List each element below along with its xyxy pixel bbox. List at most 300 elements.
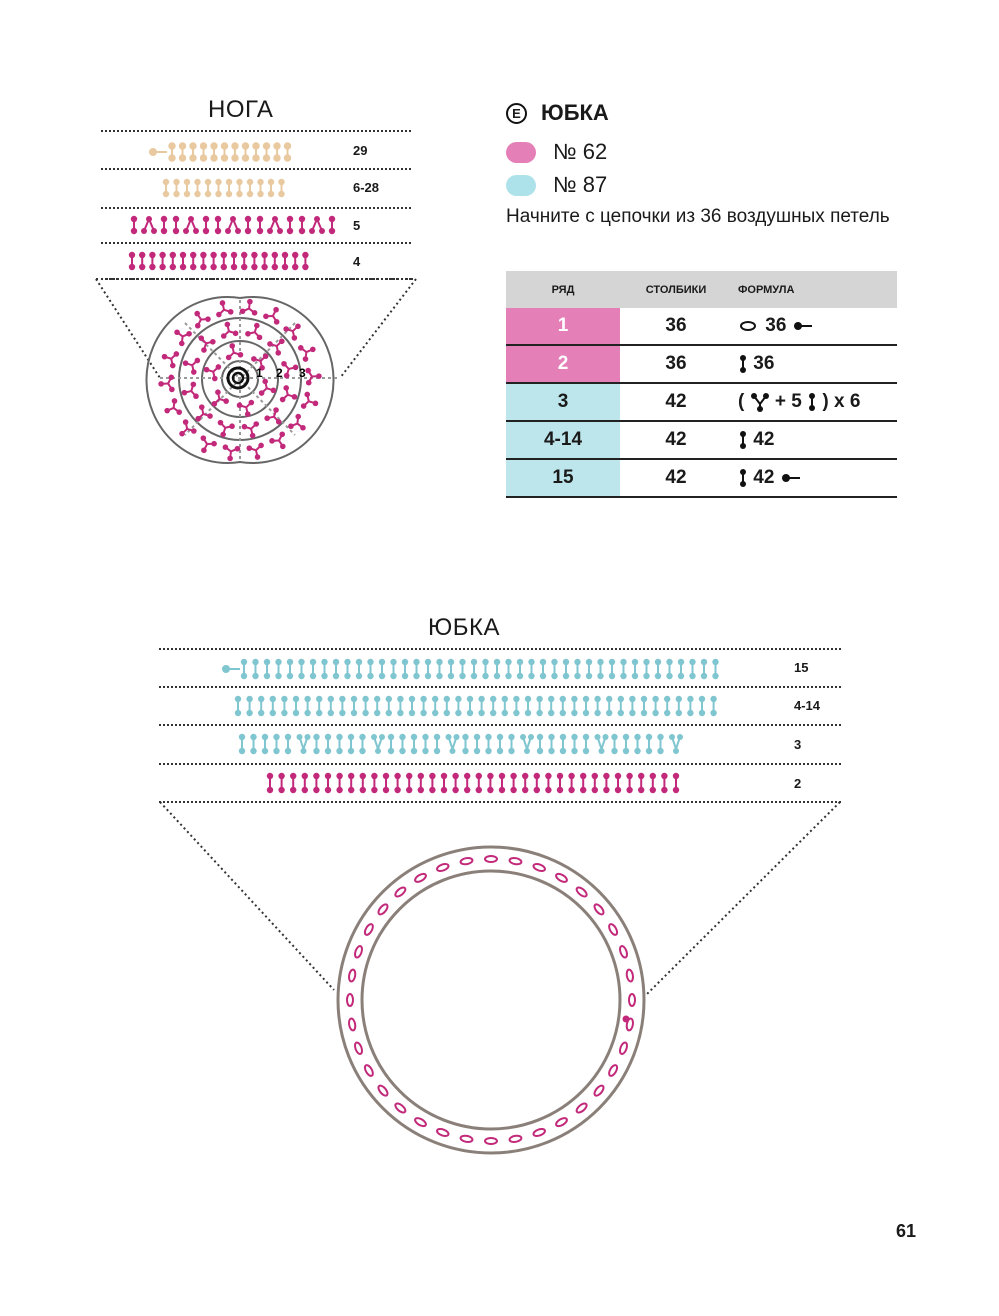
stitch-mark xyxy=(583,696,589,702)
stitch-mark xyxy=(359,734,365,740)
stitch-mark xyxy=(678,659,684,665)
col-header-stitches: СТОЛБИКИ xyxy=(620,271,732,308)
stitch-mark xyxy=(434,734,440,740)
stitch-mark xyxy=(557,773,563,779)
stitch-mark xyxy=(304,696,310,702)
ring-label: 2 xyxy=(276,366,283,380)
foundation-ring-inner xyxy=(362,871,620,1129)
fan-line xyxy=(160,802,334,990)
row-number: 15 xyxy=(506,459,620,497)
stitch-mark xyxy=(316,696,322,702)
chain-stitch-mark xyxy=(485,856,497,862)
stitch-mark xyxy=(397,696,403,702)
stitch-mark xyxy=(313,734,319,740)
chain-stitch-mark xyxy=(608,923,619,936)
chain-stitch-mark xyxy=(626,1018,634,1031)
stitch-mark xyxy=(367,659,373,665)
stitch-mark xyxy=(592,773,598,779)
stitch-mark xyxy=(618,696,624,702)
stitch-mark xyxy=(673,773,679,779)
stitch-mark xyxy=(508,734,514,740)
spiral-stitch-mark xyxy=(259,379,276,396)
stitch-count: 42 xyxy=(620,459,732,497)
stitch-mark xyxy=(388,734,394,740)
stitch-mark xyxy=(520,734,526,740)
stitch-mark xyxy=(383,773,389,779)
chain-stitch-mark xyxy=(354,1042,364,1055)
spiral-stitch-mark xyxy=(298,345,316,362)
stitch-mark xyxy=(474,734,480,740)
stitch-mark xyxy=(235,696,241,702)
chain-stitch-icon xyxy=(738,319,760,333)
chain-stitch-mark xyxy=(533,863,546,873)
slip-stitch-icon xyxy=(623,1016,630,1023)
formula xyxy=(732,459,897,497)
spiral-stitch-mark xyxy=(269,431,285,449)
row-number: 2 xyxy=(506,345,620,383)
stitch-mark xyxy=(571,696,577,702)
stitch-mark xyxy=(418,773,424,779)
spiral-stitch-mark xyxy=(201,435,217,453)
stitch-mark xyxy=(298,659,304,665)
stitch-mark xyxy=(710,696,716,702)
stitch-mark xyxy=(580,773,586,779)
stitch-mark xyxy=(586,659,592,665)
stitch-mark xyxy=(497,734,503,740)
stitch-mark xyxy=(293,696,299,702)
stitch-mark xyxy=(606,696,612,702)
stitch-mark xyxy=(273,734,279,740)
ring-label: 3 xyxy=(299,366,306,380)
stitch-mark xyxy=(568,773,574,779)
yarn-label: № 62 xyxy=(553,139,608,164)
stitch-mark xyxy=(661,773,667,779)
spiral-stitch-mark xyxy=(288,414,306,431)
stitch-mark xyxy=(310,659,316,665)
stitch-mark xyxy=(422,734,428,740)
stitch-mark xyxy=(471,659,477,665)
stitch-mark xyxy=(517,659,523,665)
stitch-mark xyxy=(528,659,534,665)
stitch-mark xyxy=(534,773,540,779)
fan-line xyxy=(646,802,840,995)
stitch-mark xyxy=(629,696,635,702)
stitch-mark xyxy=(267,773,273,779)
single-crochet-icon xyxy=(738,354,748,374)
stitch-mark xyxy=(441,773,447,779)
stitch-mark xyxy=(611,734,617,740)
stitch-mark xyxy=(425,659,431,665)
fan-line xyxy=(96,279,160,378)
chain-stitches xyxy=(347,856,635,1144)
stitch-mark xyxy=(459,659,465,665)
single-crochet-icon xyxy=(807,392,817,412)
stitch-mark xyxy=(402,659,408,665)
stitch-mark xyxy=(287,659,293,665)
stitch-mark xyxy=(348,734,354,740)
stitch-count: 36 xyxy=(620,345,732,383)
stitch-mark xyxy=(379,659,385,665)
ring-label: 1 xyxy=(256,366,263,380)
stitch-mark xyxy=(290,773,296,779)
leg-row-628-stitches xyxy=(163,179,285,197)
divider xyxy=(159,648,841,650)
stitch-mark xyxy=(652,696,658,702)
chain-stitch-mark xyxy=(414,872,427,883)
chain-stitch-mark xyxy=(509,1135,522,1143)
skirt-row-label: 15 xyxy=(794,660,809,675)
chain-stitch-mark xyxy=(460,857,473,865)
leg-row-label: 6-28 xyxy=(353,180,380,195)
stitch-mark xyxy=(669,734,675,740)
chain-stitch-mark xyxy=(555,1117,568,1128)
stitch-mark xyxy=(490,696,496,702)
stitch-mark xyxy=(643,659,649,665)
stitch-mark xyxy=(485,734,491,740)
stitch-mark xyxy=(452,773,458,779)
row-number: 3 xyxy=(506,383,620,421)
stitch-mark xyxy=(560,696,566,702)
stitch-mark xyxy=(650,773,656,779)
chain-stitch-mark xyxy=(593,1084,605,1097)
skirt-row-2-stitches xyxy=(267,773,679,793)
table-row xyxy=(506,421,897,459)
col-header-formula: ФОРМУЛА xyxy=(732,271,897,308)
formula-paren: ( xyxy=(738,391,745,412)
formula-value: 36 xyxy=(765,315,787,336)
stitch-mark xyxy=(344,659,350,665)
stitch-mark xyxy=(574,659,580,665)
leg-row-29-stitches xyxy=(150,143,291,161)
stitch-mark xyxy=(551,659,557,665)
divider xyxy=(159,724,841,726)
stitch-mark xyxy=(620,659,626,665)
spiral-stitch-mark xyxy=(216,300,233,317)
foundation-ring-outer xyxy=(338,847,644,1153)
stitch-mark xyxy=(448,659,454,665)
spiral-stitch-mark xyxy=(305,368,321,386)
stitch-mark xyxy=(411,734,417,740)
chain-stitch-mark xyxy=(619,945,629,958)
stitch-mark xyxy=(321,659,327,665)
stitch-mark xyxy=(689,659,695,665)
stitch-mark xyxy=(246,696,252,702)
stitch-mark xyxy=(478,696,484,702)
divider xyxy=(159,801,841,803)
stitch-mark xyxy=(594,696,600,702)
stitch-mark xyxy=(563,659,569,665)
chain-stitch-mark xyxy=(575,1102,588,1114)
stitch-mark xyxy=(264,659,270,665)
stitch-mark xyxy=(336,773,342,779)
stitch-count: 42 xyxy=(620,421,732,459)
stitch-mark xyxy=(297,734,303,740)
stitch-mark xyxy=(328,696,334,702)
stitch-mark xyxy=(513,696,519,702)
spiral-stitch-mark xyxy=(182,382,199,399)
stitch-mark xyxy=(510,773,516,779)
leg-row-label: 5 xyxy=(353,218,361,233)
formula-middle: + 5 xyxy=(774,391,802,412)
stitch-mark xyxy=(252,659,258,665)
chain-stitch-mark xyxy=(485,1138,497,1144)
stitch-mark xyxy=(560,734,566,740)
formula-close: ) x 6 xyxy=(822,391,861,412)
stitch-mark xyxy=(362,696,368,702)
row-number: 1 xyxy=(506,308,620,345)
leg-row-label: 29 xyxy=(353,143,368,158)
chain-stitch-mark xyxy=(377,903,389,916)
stitch-mark xyxy=(464,773,470,779)
formula xyxy=(732,421,897,459)
skirt-row-label: 4-14 xyxy=(794,698,821,713)
stitch-mark xyxy=(687,696,693,702)
stitch-mark xyxy=(641,696,647,702)
spiral-stitch-mark xyxy=(280,385,297,402)
single-crochet-icon xyxy=(738,430,748,450)
yarn-label: № 87 xyxy=(553,172,608,197)
stitch-mark xyxy=(664,696,670,702)
stitch-mark xyxy=(548,734,554,740)
chain-stitch-mark xyxy=(629,994,635,1006)
stitch-mark xyxy=(351,696,357,702)
stitch-mark xyxy=(595,734,601,740)
stitch-mark xyxy=(313,773,319,779)
stitch-mark xyxy=(325,734,331,740)
stitch-mark xyxy=(302,773,308,779)
stitch-mark xyxy=(429,773,435,779)
table-header-row xyxy=(506,271,897,308)
pattern-table xyxy=(506,271,897,498)
stitch-mark xyxy=(413,659,419,665)
skirt-section-header xyxy=(506,100,609,126)
stitch-mark xyxy=(420,696,426,702)
stitch-mark xyxy=(333,659,339,665)
stitch-mark xyxy=(278,773,284,779)
stitch-mark xyxy=(476,773,482,779)
stitch-mark xyxy=(615,773,621,779)
stitch-mark xyxy=(632,659,638,665)
formula xyxy=(732,308,897,345)
spiral-stitch-mark xyxy=(218,420,235,437)
section-letter-badge: E xyxy=(506,103,527,124)
stitch-mark xyxy=(499,773,505,779)
stitch-mark xyxy=(655,659,661,665)
chain-stitch-mark xyxy=(533,1128,546,1138)
chain-stitch-mark xyxy=(347,994,353,1006)
spiral-stitch-mark xyxy=(226,343,243,360)
divider xyxy=(159,763,841,765)
chain-stitch-mark xyxy=(354,945,364,958)
stitch-mark xyxy=(374,696,380,702)
stitch-mark xyxy=(494,659,500,665)
stitch-mark xyxy=(455,696,461,702)
spiral-stitch-mark xyxy=(301,392,318,409)
table-row xyxy=(506,459,897,497)
stitch-mark xyxy=(571,734,577,740)
stitch-mark xyxy=(603,773,609,779)
stitch-mark xyxy=(409,696,415,702)
stitch-mark xyxy=(676,696,682,702)
stitch-mark xyxy=(241,659,247,665)
stitch-mark xyxy=(626,773,632,779)
divider xyxy=(159,686,841,688)
chain-stitch-mark xyxy=(555,872,568,883)
stitch-mark xyxy=(536,696,542,702)
increase-stitch-icon xyxy=(750,392,770,412)
chain-stitch-mark xyxy=(348,1018,356,1031)
table-row xyxy=(506,345,897,383)
chain-stitch-mark xyxy=(626,969,634,982)
spiral-stitch-mark xyxy=(179,419,196,436)
yarn-swatch xyxy=(506,175,536,196)
skirt-row-3-stitches xyxy=(239,734,683,754)
formula xyxy=(732,345,897,383)
stitch-mark xyxy=(545,773,551,779)
leg-row-4-stitches xyxy=(129,252,309,270)
chain-stitch-mark xyxy=(593,903,605,916)
stitch-mark xyxy=(258,696,264,702)
spiral-stitch-mark xyxy=(281,361,298,378)
yarn-item xyxy=(506,172,607,198)
single-crochet-icon xyxy=(738,468,748,488)
chain-stitch-mark xyxy=(363,1064,374,1077)
skirt-row-414-stitches xyxy=(235,696,717,716)
table-row xyxy=(506,383,897,421)
stitch-mark xyxy=(371,773,377,779)
chain-stitch-mark xyxy=(575,886,588,898)
yarn-item xyxy=(506,139,607,165)
skirt-row-label: 3 xyxy=(794,737,802,752)
stitch-mark xyxy=(505,659,511,665)
stitch-mark xyxy=(634,734,640,740)
spiral-stitch-mark xyxy=(240,299,258,316)
slip-stitch-icon xyxy=(780,471,802,485)
stitch-mark xyxy=(394,773,400,779)
spiral-stitch-mark xyxy=(246,443,263,460)
spiral-stitch-mark xyxy=(221,322,238,339)
chain-stitch-mark xyxy=(436,863,449,873)
stitch-count: 36 xyxy=(620,308,732,345)
stitch-mark xyxy=(583,734,589,740)
stitch-mark xyxy=(325,773,331,779)
spiral-stitch-mark xyxy=(263,307,279,325)
stitch-mark xyxy=(406,773,412,779)
stitch-mark xyxy=(487,773,493,779)
stitch-mark xyxy=(462,734,468,740)
spiral-stitch-mark xyxy=(195,404,212,421)
stitch-mark xyxy=(537,734,543,740)
stitch-mark xyxy=(623,734,629,740)
instruction-text: Начните с цепочки из 36 воздушных петель xyxy=(506,206,890,227)
stitch-mark xyxy=(436,659,442,665)
chain-stitch-mark xyxy=(394,1102,407,1114)
chain-stitch-mark xyxy=(348,969,356,982)
stitch-mark xyxy=(525,696,531,702)
formula-value: 36 xyxy=(753,353,775,374)
skirt-diagram-title: ЮБКА xyxy=(428,614,500,641)
spiral-stitch-mark xyxy=(162,351,179,368)
stitch-mark xyxy=(339,696,345,702)
stitch-mark xyxy=(712,659,718,665)
stitch-mark xyxy=(386,696,392,702)
chain-stitch-mark xyxy=(377,1084,389,1097)
chain-stitch-mark xyxy=(608,1064,619,1077)
slip-stitch-icon xyxy=(792,319,814,333)
stitch-mark xyxy=(239,734,245,740)
stitch-mark xyxy=(275,659,281,665)
skirt-row-15-stitches xyxy=(222,659,719,679)
stitch-mark xyxy=(597,659,603,665)
stitch-mark xyxy=(432,696,438,702)
spiral-stitch-mark xyxy=(198,335,215,352)
chain-stitch-mark xyxy=(436,1128,449,1138)
stitch-mark xyxy=(360,773,366,779)
stitch-mark xyxy=(390,659,396,665)
stitch-mark xyxy=(285,734,291,740)
stitch-mark xyxy=(348,773,354,779)
spiral-stitch-mark xyxy=(264,407,281,424)
stitch-mark xyxy=(522,773,528,779)
stitch-mark xyxy=(250,734,256,740)
spiral-stitch-mark xyxy=(223,444,241,461)
stitch-mark xyxy=(371,734,377,740)
stitch-mark xyxy=(638,773,644,779)
page-number: 61 xyxy=(896,1221,917,1241)
skirt-section-title: ЮБКА xyxy=(541,100,609,125)
table-row xyxy=(506,308,897,345)
stitch-mark xyxy=(666,659,672,665)
chain-stitch-mark xyxy=(363,923,374,936)
stitch-mark xyxy=(446,734,452,740)
spiral-stitch-mark xyxy=(164,398,182,415)
spiral-stitch-mark xyxy=(183,358,200,375)
yarn-swatch xyxy=(506,142,536,163)
leg-title: НОГА xyxy=(208,96,274,123)
formula-value: 42 xyxy=(753,429,775,450)
spiral-stitch-mark xyxy=(204,364,221,381)
chain-stitch-mark xyxy=(394,886,407,898)
row-number: 4-14 xyxy=(506,421,620,459)
fan-line xyxy=(340,279,416,378)
stitch-mark xyxy=(701,659,707,665)
chain-stitch-mark xyxy=(460,1135,473,1143)
stitch-mark xyxy=(467,696,473,702)
chain-stitch-mark xyxy=(509,857,522,865)
stitch-mark xyxy=(336,734,342,740)
chain-stitch-mark xyxy=(619,1042,629,1055)
stitch-mark xyxy=(399,734,405,740)
spiral-stitch-mark xyxy=(245,323,262,340)
stitch-mark xyxy=(270,696,276,702)
stitch-mark xyxy=(699,696,705,702)
formula xyxy=(732,383,897,421)
stitch-mark xyxy=(609,659,615,665)
stitch-mark xyxy=(482,659,488,665)
stitch-mark xyxy=(657,734,663,740)
stitch-mark xyxy=(281,696,287,702)
stitch-mark xyxy=(540,659,546,665)
formula-value: 42 xyxy=(753,467,775,488)
leg-row-5-stitches xyxy=(131,216,335,234)
skirt-row-label: 2 xyxy=(794,776,802,791)
spiral-stitch-mark xyxy=(242,421,259,438)
stitch-mark xyxy=(444,696,450,702)
leg-row-label: 4 xyxy=(353,254,361,269)
stitch-mark xyxy=(646,734,652,740)
chain-stitch-mark xyxy=(414,1117,427,1128)
col-header-row: РЯД xyxy=(506,271,620,308)
